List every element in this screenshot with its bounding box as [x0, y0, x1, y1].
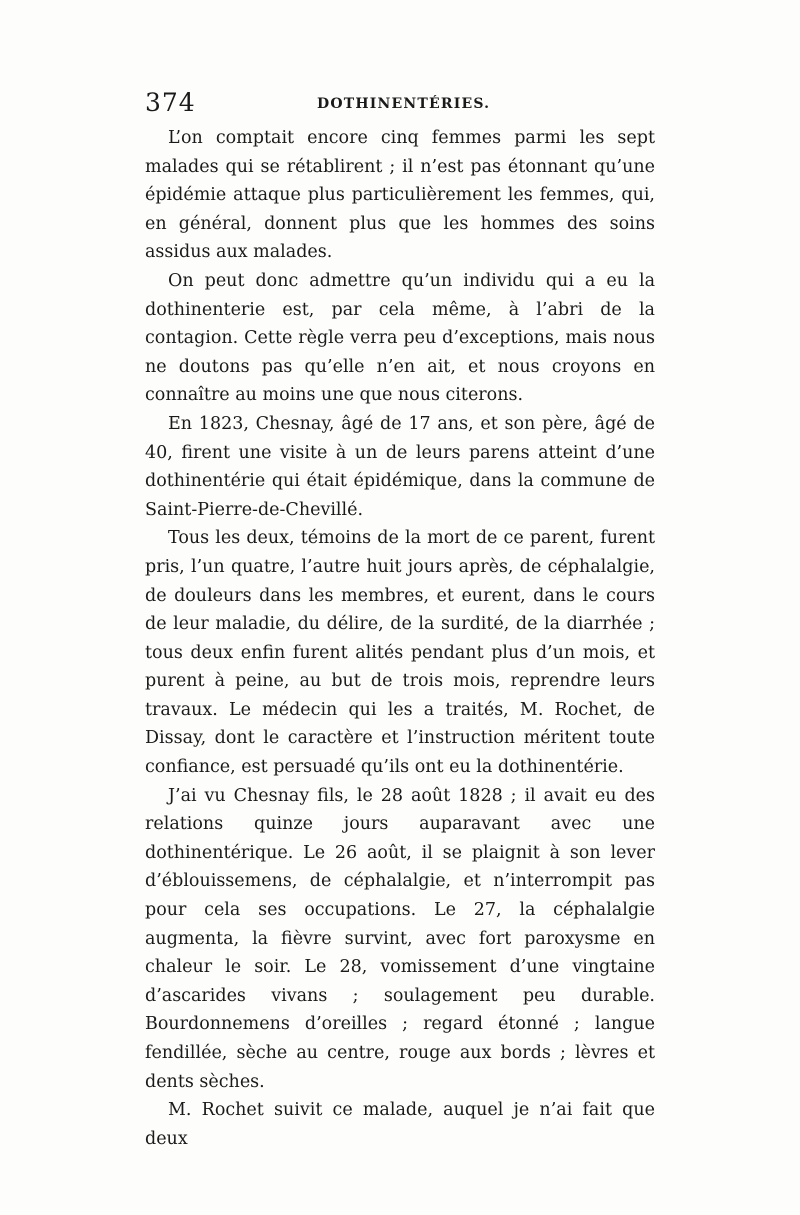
paragraph: J’ai vu Chesnay fils, le 28 août 1828 ; il avait eu des relations quinze jours auparavant avec une dothinentérique. Le 26 août, il se plaignit à son lever d’éblouissemens, de céphalalgie, et n’interrompit pas pour cela ses occupations. Le 27, la céphalalgie augmenta, la fièvre survint, avec fort paroxysme en chaleur le soir. Le 28, vomissement d’une vingtaine d’ascarides vivans ; soulagement peu durable. Bourdonnemens d’oreilles ; regard étonné ; langue fendillée, sèche au centre, rouge aux bords ; lèvres et dents sèches. — [145, 785, 655, 1092]
paragraph: M. Rochet suivit ce malade, auquel je n’ai fait que deux — [145, 1100, 655, 1149]
paragraph: En 1823, Chesnay, âgé de 17 ans, et son père, âgé de 40, firent une visite à un de leurs parens atteint d’une dothinentérie qui était épidémique, dans la commune de Saint-Pierre-de-Chevillé. — [145, 413, 655, 520]
paragraph: Tous les deux, témoins de la mort de ce parent, furent pris, l’un quatre, l’autre huit jours après, de céphalalgie, de douleurs dans les membres, et eurent, dans le cours de leur maladie, du délire, de la surdité, de la diarrhée ; tous deux enfin furent alités pendant plus d’un mois, et purent à peine, au but de trois mois, reprendre leurs travaux. Le médecin qui les a traités, M. Rochet, de Dissay, dont le caractère et l’instruction méritent toute confiance, est persuadé qu’ils ont eu la dothinentérie. — [145, 528, 655, 778]
page-number: 374 — [145, 88, 196, 117]
body-text — [145, 124, 655, 1153]
running-head — [145, 88, 655, 124]
book-page — [145, 88, 655, 1153]
paragraph: On peut donc admettre qu’un individu qui a eu la dothinenterie est, par cela même, à l’abri de la contagion. Cette règle verra peu d’exceptions, mais nous ne doutons pas qu’elle n’en ait, et nous croyons en connaître au moins une que nous citerons. — [145, 270, 655, 406]
paragraph: L’on comptait encore cinq femmes parmi les sept malades qui se rétablirent ; il n’est pas étonnant qu’une épidémie attaque plus particulièrement les femmes, qui, en général, donnent plus que les hommes des soins assidus aux malades. — [145, 128, 655, 263]
running-title: DOTHINENTÉRIES. — [317, 96, 491, 112]
